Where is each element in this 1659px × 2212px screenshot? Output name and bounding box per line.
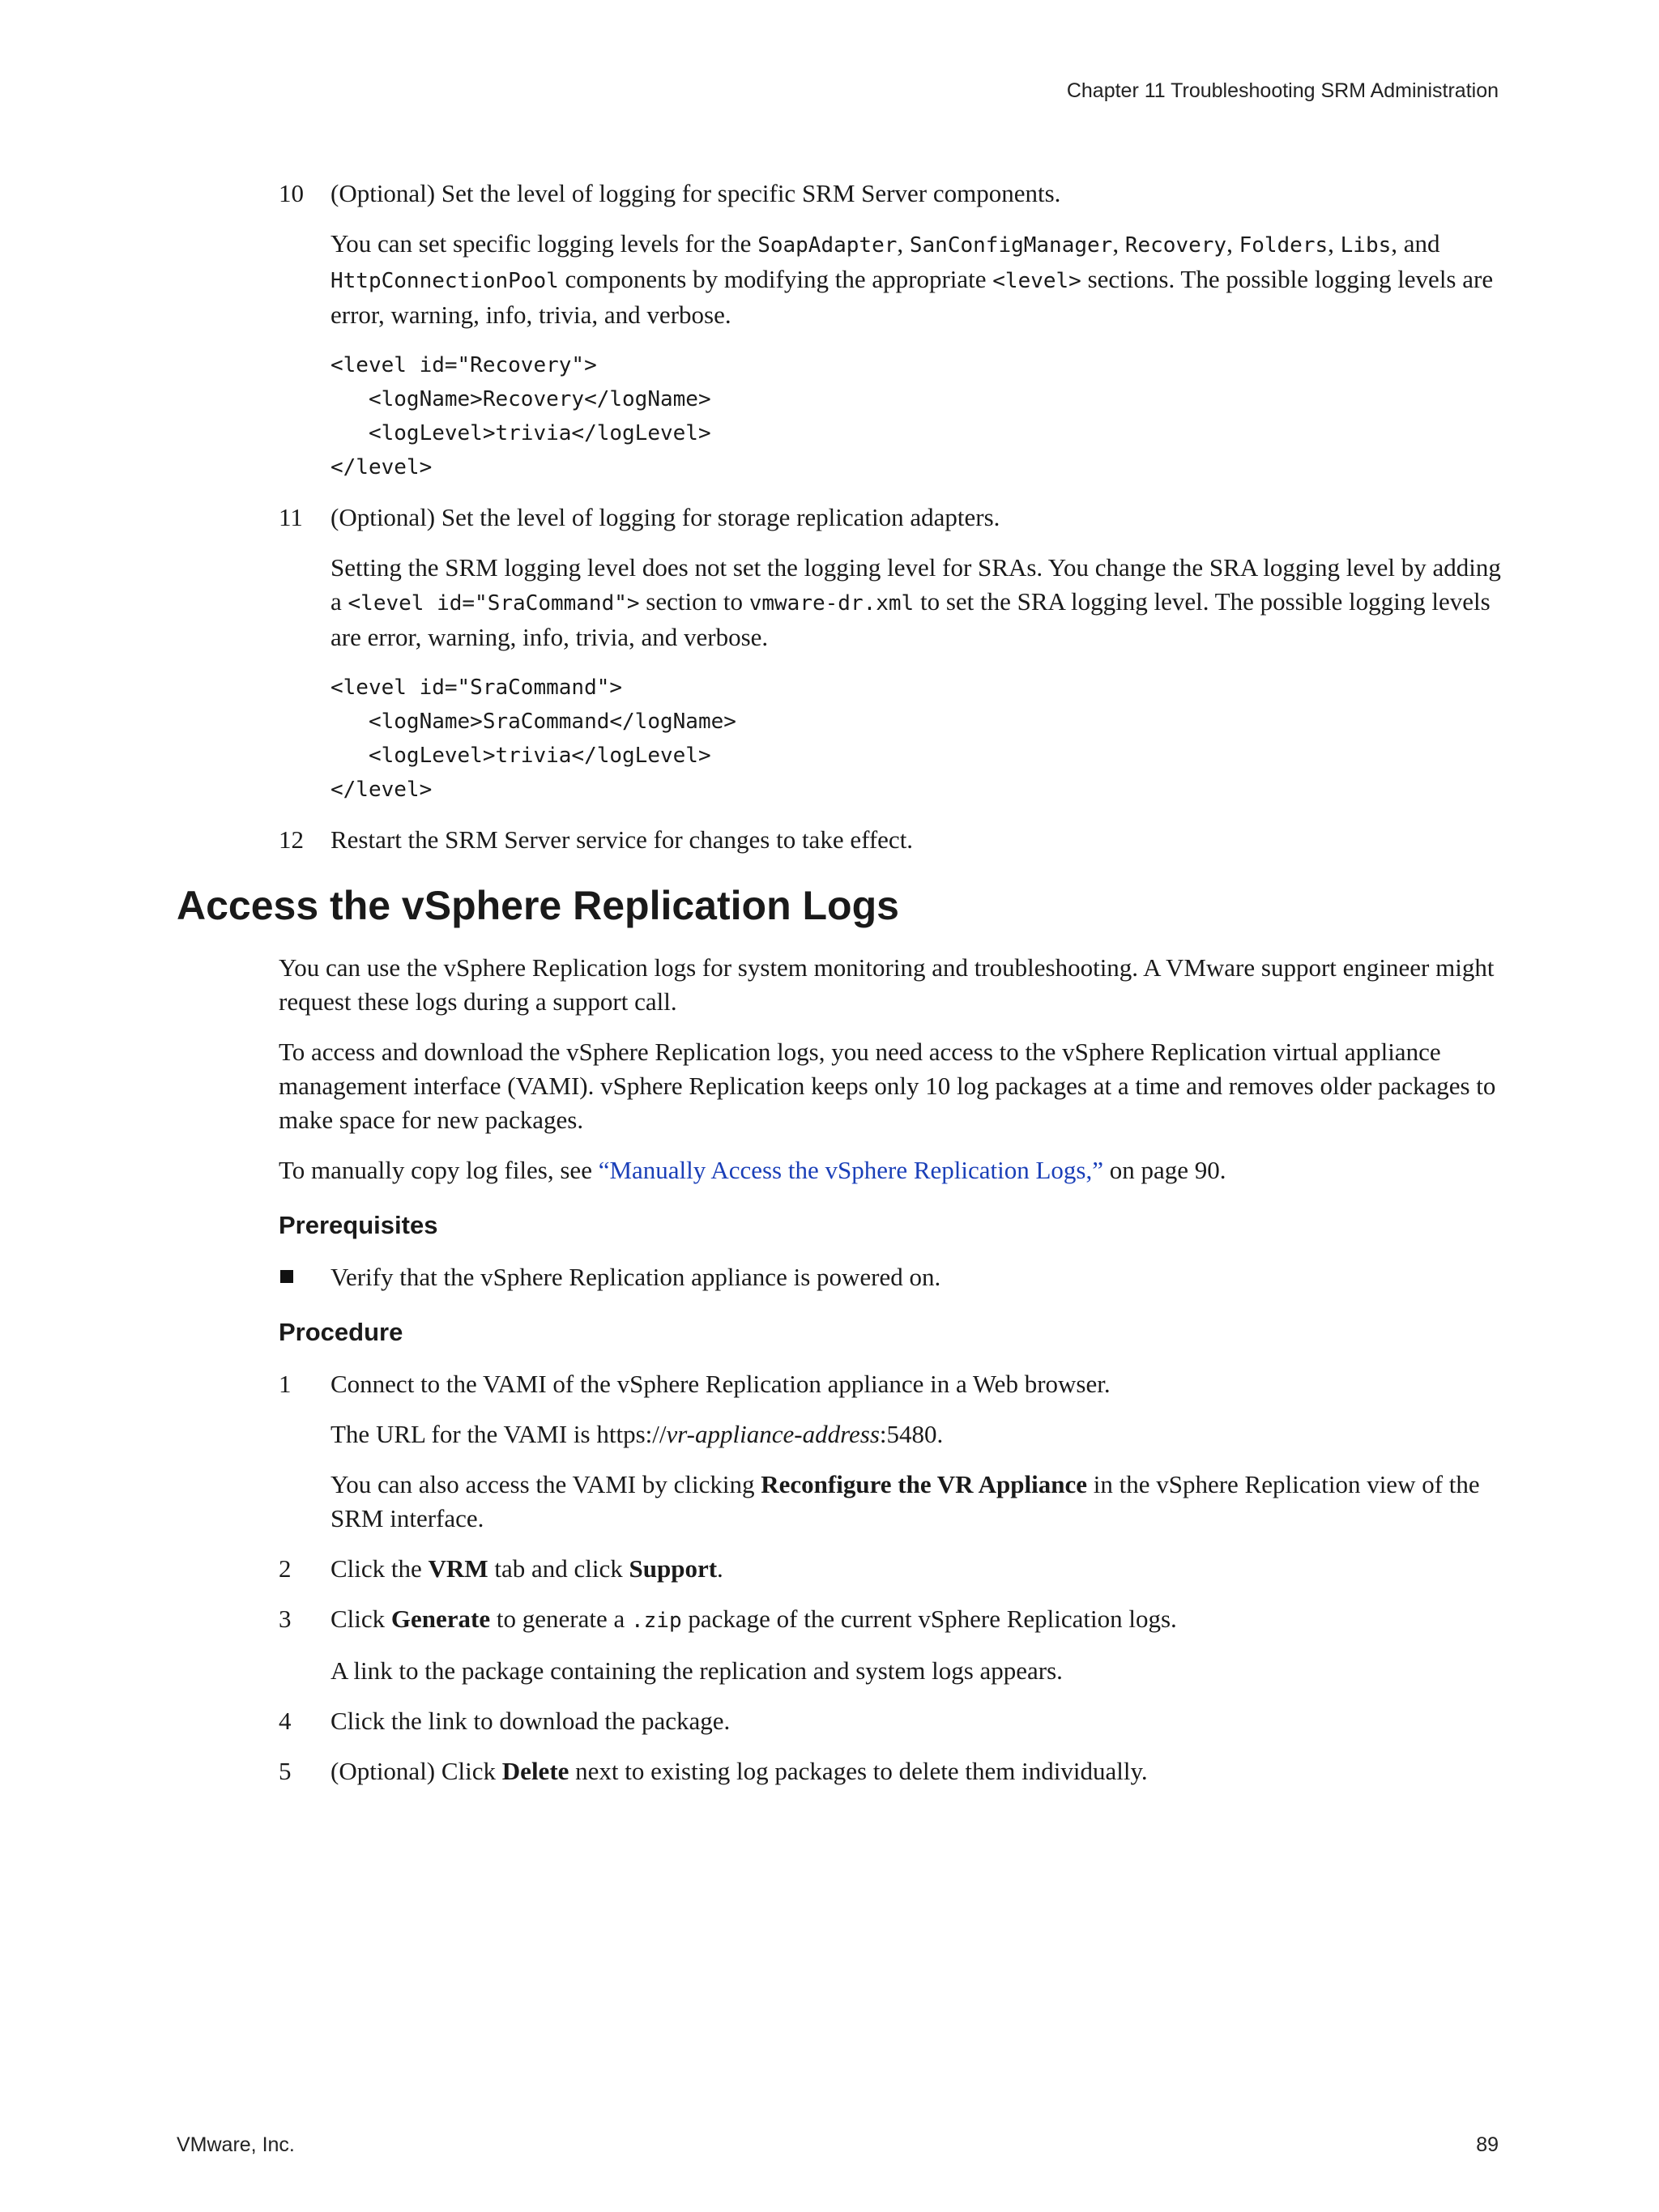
procedure-heading: Procedure: [279, 1318, 403, 1346]
step-number: 2: [279, 1554, 292, 1583]
step-title: (Optional) Set the level of logging for storage replication adapters.: [331, 503, 1000, 531]
procedure-step-2: [177, 1552, 1502, 1586]
prerequisite-item: Verify that the vSphere Replication appliance is powered on.: [177, 1260, 1502, 1294]
step-title: Connect to the VAMI of the vSphere Replication appliance in a Web browser.: [331, 1370, 1111, 1398]
step-number: 3: [279, 1605, 292, 1633]
step-number: 10: [279, 179, 304, 207]
prerequisites-heading: Prerequisites: [279, 1211, 438, 1239]
inline-code: SanConfigManager: [909, 233, 1113, 258]
step-alt-note: You can also access the VAMI by clicking Reconfigure the VR Appliance in the vSphere Replication view of the SRM interface.: [331, 1470, 1480, 1532]
step-description: You can set specific logging levels for the SoapAdapter, SanConfigManager, Recovery, Folders, Libs, and HttpConnectionPool components by modifying the appropriate <level> sections. The possible logging levels are error, warning, info, trivia, and verbose.: [331, 229, 1494, 329]
step-number: 1: [279, 1370, 292, 1398]
inline-code: <level>: [992, 269, 1081, 293]
step-title: Click Generate to generate a .zip package of the current vSphere Replication logs.: [331, 1605, 1177, 1633]
inline-code: Libs: [1340, 233, 1392, 258]
inline-code: HttpConnectionPool: [331, 269, 559, 293]
inline-code: Recovery: [1124, 233, 1227, 258]
manual-logs-link[interactable]: “Manually Access the vSphere Replication Logs,”: [598, 1156, 1103, 1184]
footer-company: VMware, Inc.: [177, 2133, 295, 2156]
procedure-step-1: [177, 1367, 1502, 1536]
square-bullet-icon: [280, 1270, 293, 1283]
step-11: [177, 501, 1502, 807]
footer-page-number: 89: [1476, 2133, 1499, 2156]
procedure-step-4: [177, 1704, 1502, 1738]
step-title: Click the VRM tab and click Support.: [331, 1554, 723, 1583]
inline-code: <level id="SraCommand">: [348, 591, 640, 616]
page-content: [177, 177, 1502, 1805]
step-10: [177, 177, 1502, 484]
intro-paragraph: To access and download the vSphere Replication logs, you need access to the vSphere Replication virtual appliance management interface (VAMI). vSphere Replication keeps only 10 log packages at a time and removes older packages to make space for new packages.: [279, 1038, 1496, 1134]
inline-code: Folders: [1239, 233, 1328, 258]
intro-paragraph: You can use the vSphere Replication logs for system monitoring and troubleshooting. A VMware support engineer might request these logs during a support call.: [279, 953, 1495, 1016]
step-title: Click the link to download the package.: [331, 1707, 731, 1735]
step-title: Restart the SRM Server service for changes to take effect.: [331, 825, 914, 854]
intro-paragraph: To manually copy log files, see “Manually Access the vSphere Replication Logs,” on page 90.: [279, 1156, 1226, 1184]
step-number: 4: [279, 1707, 292, 1735]
procedure-step-3: [177, 1602, 1502, 1688]
inline-code: SoapAdapter: [757, 233, 898, 258]
step-title: (Optional) Set the level of logging for specific SRM Server components.: [331, 179, 1061, 207]
step-url-note: The URL for the VAMI is https://vr-appliance-address:5480.: [331, 1420, 944, 1448]
code-block: <level id="SraCommand"> <logName>SraCommand</logName> <logLevel>trivia</logLevel> </level>: [331, 676, 736, 802]
step-12: [177, 823, 1502, 857]
step-number: 12: [279, 825, 304, 854]
chapter-header: Chapter 11 Troubleshooting SRM Administration: [1066, 79, 1499, 102]
inline-code: vmware-dr.xml: [748, 591, 915, 616]
step-number: 5: [279, 1757, 292, 1785]
code-block: <level id="Recovery"> <logName>Recovery</logName> <logLevel>trivia</logLevel> </level>: [331, 353, 711, 479]
step-description: Setting the SRM logging level does not set the logging level for SRAs. You change the SRA logging level by adding a <level id="SraCommand"> section to vmware-dr.xml to set the SRA logging level. The possible logging levels are error, warning, info, trivia, and verbose.: [331, 553, 1501, 651]
step-note: A link to the package containing the replication and system logs appears.: [331, 1656, 1063, 1685]
procedure-step-5: [177, 1754, 1502, 1788]
step-title: (Optional) Click Delete next to existing log packages to delete them individually.: [331, 1757, 1148, 1785]
inline-code: .zip: [631, 1609, 682, 1633]
step-number: 11: [279, 503, 303, 531]
section-title: Access the vSphere Replication Logs: [177, 883, 899, 928]
